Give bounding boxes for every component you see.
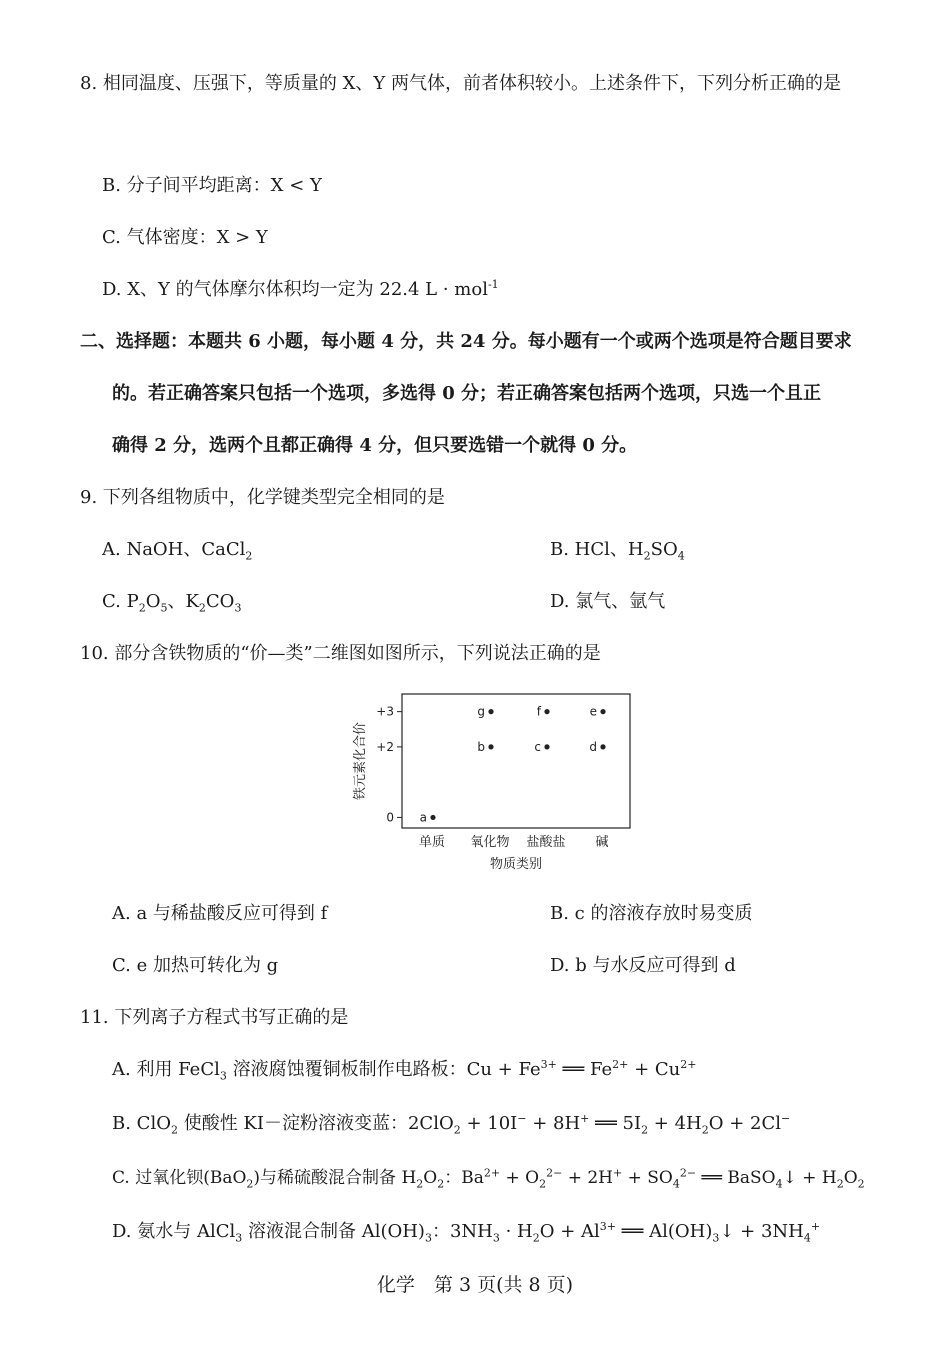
y-axis-label: 铁元素化合价 xyxy=(353,721,368,801)
data-point-f xyxy=(544,709,549,714)
q9-option-c: C. $P_2O_5$、$K_2CO_3$ xyxy=(102,591,242,615)
q11-option-d: D. 氨水与 AlCl$_3$ 溶液混合制备 $Al(OH)_3$：$3NH_3 \cdot H_2O + Al^{3+}$ ══ $Al(OH)_3↓ + 3NH_4^+$ xyxy=(112,1220,821,1245)
data-point-d xyxy=(600,744,605,749)
q8-option-d: D. X、Y 的气体摩尔体积均一定为 22.4 L · mol$^{-1}$ xyxy=(102,278,499,300)
data-point-e xyxy=(600,709,605,714)
q9-option-b: B. HCl、$H_2SO_4$ xyxy=(550,539,685,563)
x-tick-label-0: 单质 xyxy=(418,835,446,850)
y-tick-label-0: 0 xyxy=(386,810,394,825)
point-label-b: b xyxy=(477,739,485,754)
section2-line1: 二、选择题：本题共 6 小题，每小题 4 分，共 24 分。每小题有一个或两个选项是符合题目要求 xyxy=(80,331,852,352)
point-label-c: c xyxy=(534,739,541,754)
q9-option-d: D. 氯气、氩气 xyxy=(550,591,666,612)
point-label-f: f xyxy=(536,704,541,719)
q10-stem: 10. 部分含铁物质的“价—类”二维图如图所示，下列说法正确的是 xyxy=(80,643,601,664)
q9-stem: 9. 下列各组物质中，化学键类型完全相同的是 xyxy=(80,487,445,508)
y-tick-label-1: +2 xyxy=(376,739,394,754)
section2-line2: 的。若正确答案只包括一个选项，多选得 0 分；若正确答案包括两个选项，只选一个且正 xyxy=(112,383,822,404)
data-point-c xyxy=(544,744,549,749)
q10-option-d: D. b 与水反应可得到 d xyxy=(550,955,736,976)
q11-option-b: B. ClO$_2$ 使酸性 KI－淀粉溶液变蓝：2ClO$_2$ + 10I− + 8H+ ══ $5I_2 + 4H_2O + 2Cl^-$ xyxy=(112,1112,791,1137)
q11-option-a: A. 利用 FeCl$_3$ 溶液腐蚀覆铜板制作电路板：$Cu + Fe^{3+}$ ══ $Fe^{2+} + Cu^{2+}$ xyxy=(112,1058,697,1083)
q11-option-c: C. 过氧化钡(BaO$_2$)与稀硫酸混合制备 $H_2O_2$：$Ba^{2+} + O_2^{2-} + 2H^+ + SO_4^{2-}$ ══ BaSO$_4$↓ + $H_2O_2$ xyxy=(112,1166,865,1191)
q11-stem: 11. 下列离子方程式书写正确的是 xyxy=(80,1007,349,1028)
data-point-b xyxy=(488,744,493,749)
q9-option-a: A. NaOH、CaCl$_2$ xyxy=(102,539,253,563)
x-tick-label-2: 盐酸盐 xyxy=(526,835,566,850)
section2-line3: 确得 2 分，选两个且都正确得 4 分，但只要选错一个就得 0 分。 xyxy=(112,435,638,456)
x-tick-label-1: 氧化物 xyxy=(470,835,510,850)
y-tick-label-2: +3 xyxy=(376,704,394,719)
point-label-a: a xyxy=(419,810,427,825)
q8-stem: 8. 相同温度、压强下，等质量的 X、Y 两气体，前者体积较小。上述条件下，下列分析正确的是 xyxy=(80,73,842,94)
q10-option-c: C. e 加热可转化为 g xyxy=(112,955,279,976)
x-axis-label: 物质类别 xyxy=(489,857,543,872)
q10-option-b: B. c 的溶液存放时易变质 xyxy=(550,903,753,924)
q8-option-c: C. 气体密度：X > Y xyxy=(102,227,268,248)
x-tick-label-3: 碱 xyxy=(595,835,609,850)
page-footer: 化学 第 3 页(共 8 页) xyxy=(376,1274,574,1296)
data-point-g xyxy=(488,709,493,714)
point-label-g: g xyxy=(477,704,485,719)
data-point-a xyxy=(430,815,435,820)
q10-option-a: A. a 与稀盐酸反应可得到 f xyxy=(112,903,328,924)
point-label-e: e xyxy=(589,704,597,719)
q8-option-b: B. 分子间平均距离：X < Y xyxy=(102,175,322,196)
iron-valence-chart xyxy=(330,688,660,878)
point-label-d: d xyxy=(589,739,597,754)
